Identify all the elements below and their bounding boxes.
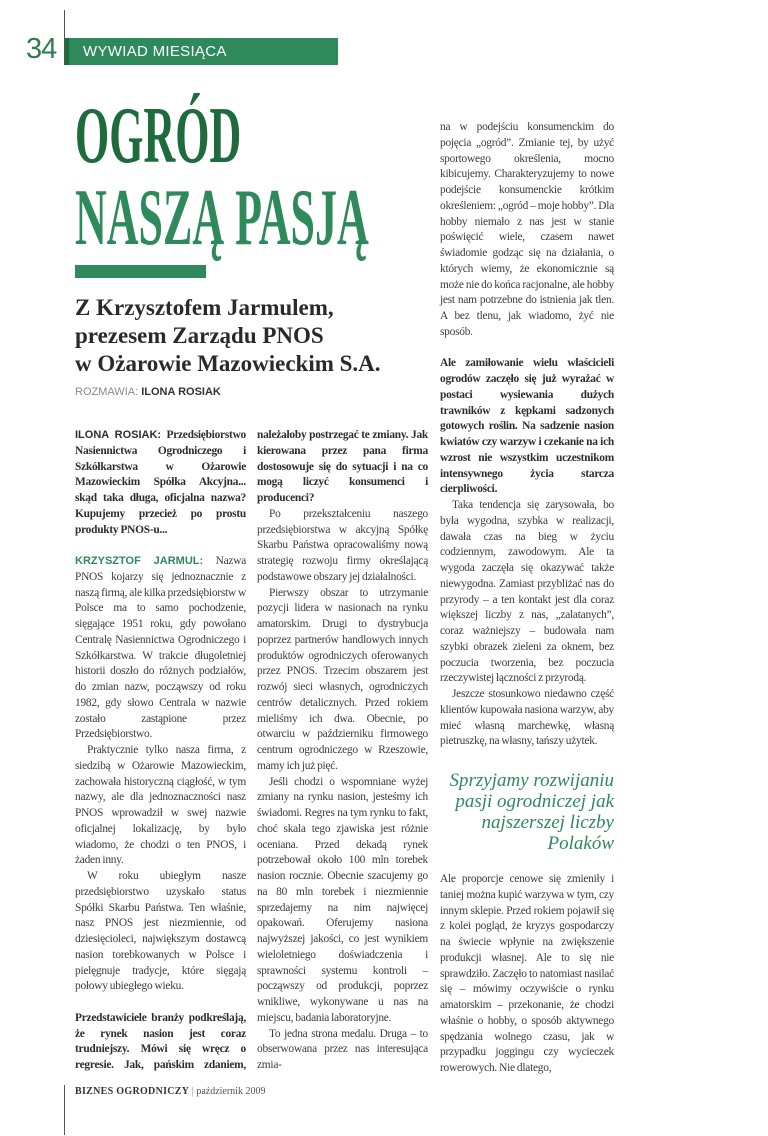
paragraph: W roku ubiegłym nasze przedsiębiorstwo uzyskało status Spółki Skarbu Państwa. Ten właśnie, nasz PNOS jest niezmiennie, od dziesięcioleci, największym dostawcą nasion torebkowanych w Polsce i pielęgnuje tradycje, które sięgają połowy ubiegłego wieku.: [75, 870, 246, 993]
question: Ale zamiłowanie wielu właścicieli ogrodów zaczęło się już wyrażać w postaci wysiewania dużych trawników z kępkami sadzonych gotowych roślin. Na sadzenie nasion kwiatów czy warzyw i czekanie na ich wzrost nie wszystkim uczestnikom intensywnego życia starcza cierpliwości.: [440, 357, 614, 496]
paragraph: Jeszcze stosunkowo niedawno część klientów kupowała nasiona warzyw, aby mieć własną marchewkę, własną pietruszkę, na własny, tańszy użytek.: [440, 688, 614, 748]
paragraph: Po przekształceniu naszego przedsiębiorstwa w akcyjną Spółkę Skarbu Państwa opracowaliśmy nową strategię rozwoju firmy określającą podstawowe obszary jej działalności.: [257, 507, 428, 583]
paragraph: Taka tendencja się zarysowała, bo była wygodna, szybka w realizacji, dawała czas na bieg w życiu codziennym, zawodowym. Ale ta wygoda zaczęła się okazywać także niewygodna. Zamiast przybliżać nas do przyrody – a ten kontakt jest dla coraz większej liczby z nas, „zalatanych”, coraz ważniejszy – budowała nam szybki obrazek zieleni za oknem, bez poczucia tworzenia, bez poczucia rzeczywistej łączności z przyrodą.: [440, 499, 614, 685]
page-number: 34: [26, 33, 57, 65]
paragraph: Pierwszy obszar to utrzymanie pozycji lidera w nasionach na rynku amatorskim. Drugi to dystrybucja poprzez partnerów handlowych innych produktów ogrodniczych oferowanych przez PNOS. Trzecim obszarem jest rozwój sieci własnych, ogrodniczych centrów detalicznych. Przed rokiem mieliśmy ich dwa. Obecnie, po otwarciu w październiku firmowego centrum ogrodniczego w Rzeszowie, mamy ich już pięć.: [257, 586, 428, 772]
paragraph: To jedna strona medalu. Druga – to obserwowana przez nas interesująca zmia-: [257, 1027, 428, 1071]
paragraph: Praktycznie tylko nasza firma, z siedzibą w Ożarowie Mazowieckim, zachowała historyczną ciągłość, w tym nazwy, ale dla jednoznaczności nasz PNOS wprowadził w swej nazwie oficjalnej lokalizację, by było wiadomo, że chodzi o ten PNOS, i żaden inny.: [75, 744, 246, 867]
question: [75, 428, 246, 538]
answer-text: Nazwa PNOS kojarzy się jednoznacznie z naszą firmą, ale kilka przedsiębiorstw w Polsce ma to samo pochodzenie, sięgające 1951 roku, gdy powołano Centralę Nasiennictwa Ogrodniczego i Szkółkarstwa. W trakcie długoletniej historii doszło do różnych podziałów, do zmian nazw, począwszy od roku 1982, gdy słowo Centrala w nazwie zostało zastąpione przez Przedsiębiorstwo.: [75, 555, 246, 741]
subheading: [75, 294, 430, 378]
section-banner: [65, 38, 338, 65]
answer: [75, 554, 246, 743]
paragraph: na w podejściu konsumenckim do pojęcia „ogród”. Zmianie tej, by użyć sportowego określenia, mocno kibicujemy. Charakteryzujemy to nowe podejście konsumenckie krótkim określeniem: „ogród – moje hobby”. Dla hobby niemało z nas jest w stanie poświęcić wiele, czasem nawet świadomie godząc się na działania, o których wiemy, że ekonomicznie są może nie do końca racjonalne, ale hobby jest nam potrzebne do istnienia jak tlen. A bez tlenu, jak wiadomo, żyć nie sposób.: [440, 121, 614, 338]
headline-line-2: NASZĄ PASJĄ: [75, 174, 369, 262]
headline-divider: [75, 265, 206, 278]
speaker-interviewee: KRZYSZTOF JARMUL:: [75, 555, 204, 567]
article-right-column: [440, 120, 614, 1077]
issue-date: październik 2009: [196, 1086, 266, 1097]
footer: [75, 1086, 265, 1098]
byline-label: ROZMAWIA:: [75, 386, 139, 398]
footer-separator: |: [191, 1086, 194, 1097]
paragraph: Jeśli chodzi o wspomniane wyżej zmiany na rynku nasion, jesteśmy ich świadomi. Regres na tym rynku to fakt, choć skala tego zjawiska jest różnie oceniana. Przed dekadą rynek potrzebował około 100 mln torebek nasion rocznie. Obecnie szacujemy go na 80 mln torebek i niezmiennie sprzedajemy na nim najwięcej opakowań. Oferujemy nasiona najwyższej jakości, co jest wynikiem wieloletniego doświadczenia i sprawności systemu kontroli – począwszy od produkcji, poprzez wnikliwe, wykonywane u nas na miejscu, badania laboratoryjne.: [257, 775, 428, 1024]
question: Przedstawiciele branży podkreślają, że rynek nasion jest coraz trudniejszy. Mówi się wręcz o regresie. Jak, pańskim zdaniem, należałoby postrzegać te zmiany. Jak kierowana przez pana firma dostosowuje się do sytuacji i na co mogą liczyć konsumenci i producenci?: [75, 429, 428, 1071]
article-body-columns: [75, 428, 428, 1074]
pull-quote: Sprzyjamy rozwijaniu pasji ogrodniczej jak najszerszej liczby Polaków: [449, 770, 614, 854]
subheading-line: Z Krzysztofem Jarmulem,: [75, 295, 334, 320]
magazine-name: BIZNES OGRODNICZY: [75, 1086, 190, 1097]
question-text: Przedsiębiorstwo Nasiennictwa Ogrodniczego i Szkółkarstwa w Ożarowie Mazowieckim Spółka Akcyjna... skąd taka długa, oficjalna nazwa? Kupujemy przecież po prostu produkty PNOS-u...: [75, 429, 246, 536]
headline-line-1: OGRÓD: [75, 92, 242, 180]
byline-author: ILONA ROSIAK: [141, 386, 221, 398]
speaker-interviewer: ILONA ROSIAK:: [75, 429, 162, 441]
bottom-margin-rule: [64, 1085, 65, 1135]
subheading-line: w Ożarowie Mazowieckim S.A.: [75, 351, 381, 376]
byline: [75, 386, 221, 399]
paragraph: Ale proporcje cenowe się zmieniły i taniej można kupić warzywa w tym, czy innym sklepie. Przed rokiem pojawił się z kolei pogląd, że kryzys gospodarczy na świecie wpłynie na zwiększenie produkcji własnej. Ale to się nie sprawdziło. Zaczęło to natomiast nasilać się – mówimy oczywiście o rynku amatorskim – przekonanie, że chodzi właśnie o hobby, o sposób aktywnego spędzania wolnego czasu, jak w przypadku joggingu czy wycieczek rowerowych. Nie dlatego,: [440, 873, 614, 1074]
subheading-line: prezesem Zarządu PNOS: [75, 323, 324, 348]
section-label: WYWIAD MIESIĄCA: [83, 43, 227, 60]
